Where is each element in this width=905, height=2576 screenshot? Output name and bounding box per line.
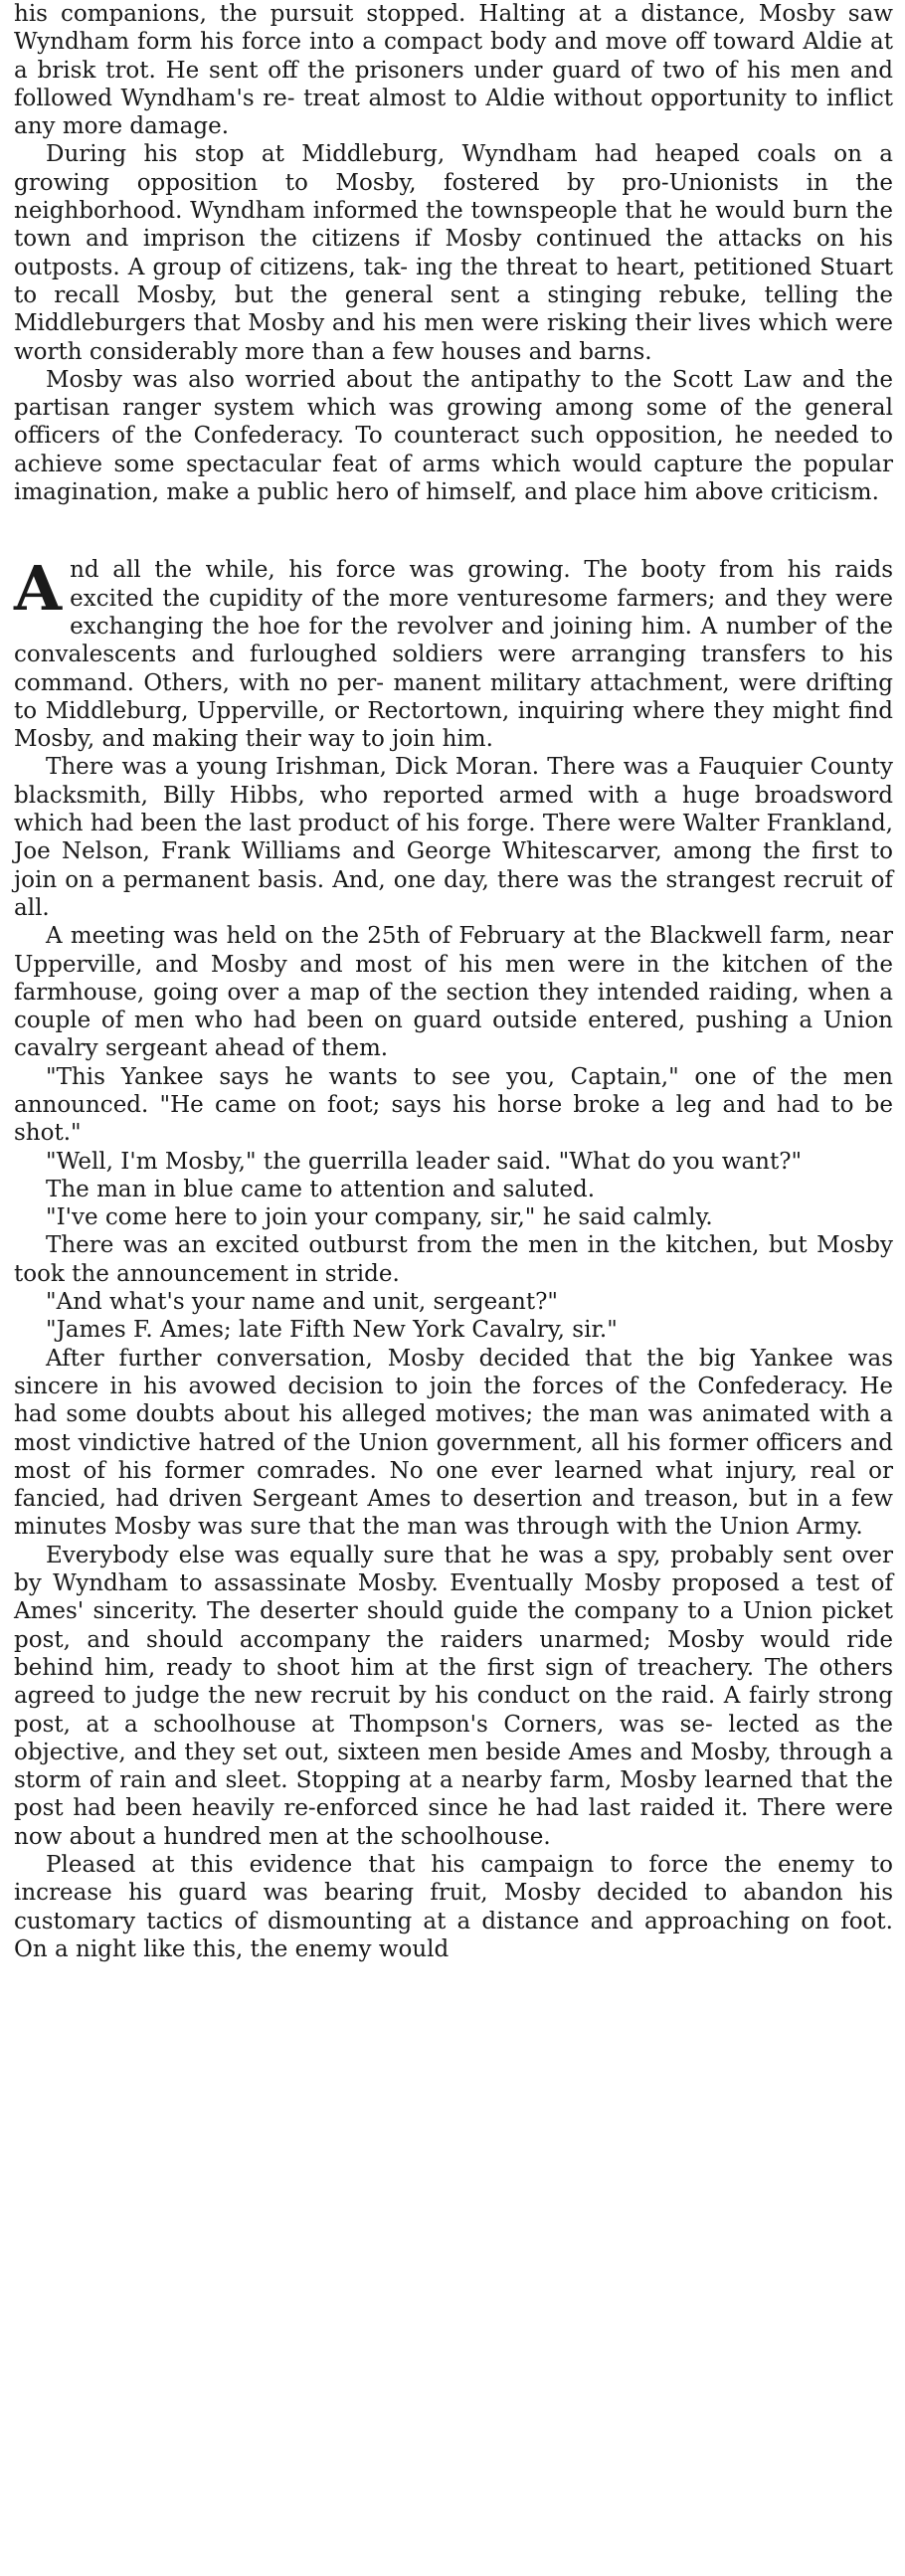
section-break [14, 506, 893, 556]
paragraph: Everybody else was equally sure that he was a spy, probably sent over by Wyndham to assassinate Mosby. Eventually Mosby proposed a test of Ames' sincerity. The deserter should guide the company to a Union picket post, and should accompany the raiders unarmed; Mosby would ride behind him, ready to shoot him at the first sign of treachery. The others agreed to judge the new recruit by his conduct on the raid. A fairly strong post, at a schoolhouse at Thompson's Corners, was se- lected as the objective, and they set out, sixteen men beside Ames and Mosby, through a storm of rain and sleet. Stopping at a nearby farm, Mosby learned that the post had been heavily re-enforced since he had last raided it. There were now about a hundred men at the schoolhouse. [14, 1542, 893, 1850]
paragraph: The man in blue came to attention and saluted. [46, 1176, 596, 1202]
paragraph: Mosby was also worried about the antipathy to the Scott Law and the partisan ranger system which was growing among some of the general officers of the Confederacy. To counteract such opposition, he needed to achieve some spectacular feat of arms which would capture the popular imagination, make a public hero of himself, and place him above criticism. [14, 366, 893, 506]
paragraph: There was an excited outburst from the men in the kitchen, but Mosby took the announcement in stride. [14, 1232, 893, 1287]
paragraph-text: nd all the while, his force was growing. The booty from his raids excited the cupidity of the more venturesome farmers; and they were exchanging the hoe for the revolver and joining him. A number of the convalescents and furloughed soldiers were arranging transfers to his command. Others, with no per- manent military attachment, were drifting to Middleburg, Upperville, or Rectortown, inquiring where they might find Mosby, and making their way to join him. [14, 557, 893, 753]
dialogue-line: "And what's your name and unit, sergeant?" [46, 1289, 558, 1316]
paragraph: There was a young Irishman, Dick Moran. There was a Fauquier County blacksmith, Billy Hibbs, who reported armed with a huge broadsword which had been the last product of his forge. There were Walter Frankland, Joe Nelson, Frank Williams and George Whitescarver, among the first to join on a permanent basis. And, one day, there was the strangest recruit of all. [14, 754, 893, 921]
paragraph-with-drop-cap [14, 552, 893, 753]
paragraph: After further conversation, Mosby decided that the big Yankee was sincere in his avowed decision to join the forces of the Confederacy. He had some doubts about his alleged motives; the man was animated with a most vindictive hatred of the Union government, all his former officers and most of his former comrades. No one ever learned what injury, real or fancied, had driven Sergeant Ames to desertion and treason, but in a few minutes Mosby was sure that the man was through with the Union Army. [14, 1345, 893, 1541]
paragraph: his companions, the pursuit stopped. Halting at a distance, Mosby saw Wyndham form his force into a compact body and move off toward Aldie at a brisk trot. He sent off the prisoners under guard of two of his men and followed Wyndham's re- treat almost to Aldie without opportunity to inflict any more damage. [14, 1, 893, 140]
paragraph: During his stop at Middleburg, Wyndham had heaped coals on a growing opposition to Mosby, fostered by pro-Unionists in the neighborhood. Wyndham informed the townspeople that he would burn the town and imprison the citizens if Mosby continued the attacks on his outposts. A group of citizens, tak- ing the threat to heart, petitioned Stuart to recall Mosby, but the general sent a stinging rebuke, telling the Middleburgers that Mosby and his men were risking their lives which were worth considerably more than a few houses and barns. [14, 141, 893, 365]
dialogue-line: "Well, I'm Mosby," the guerrilla leader said. "What do you want?" [46, 1148, 803, 1175]
dialogue-line: "This Yankee says he wants to see you, Captain," one of the men announced. "He came on foot; says his horse broke a leg and had to be shot." [14, 1063, 893, 1147]
dialogue-line: "I've come here to join your company, sir," he said calmly. [46, 1204, 713, 1231]
section-1 [14, 0, 893, 506]
paragraph: Pleased at this evidence that his campaign to force the enemy to increase his guard was bearing fruit, Mosby decided to abandon his customary tactics of dismounting at a distance and approaching on foot. On a night like this, the enemy would [14, 1852, 893, 1962]
drop-cap: A [14, 552, 63, 626]
paragraph: A meeting was held on the 25th of February at the Blackwell farm, near Upperville, and Mosby and most of his men were in the kitchen of the farmhouse, going over a map of the section they intended raiding, when a couple of men who had been on guard outside entered, pushing a Union cavalry sergeant ahead of them. [14, 923, 893, 1062]
dialogue-line: "James F. Ames; late Fifth New York Cavalry, sir." [46, 1317, 618, 1344]
section-2 [14, 552, 893, 1963]
